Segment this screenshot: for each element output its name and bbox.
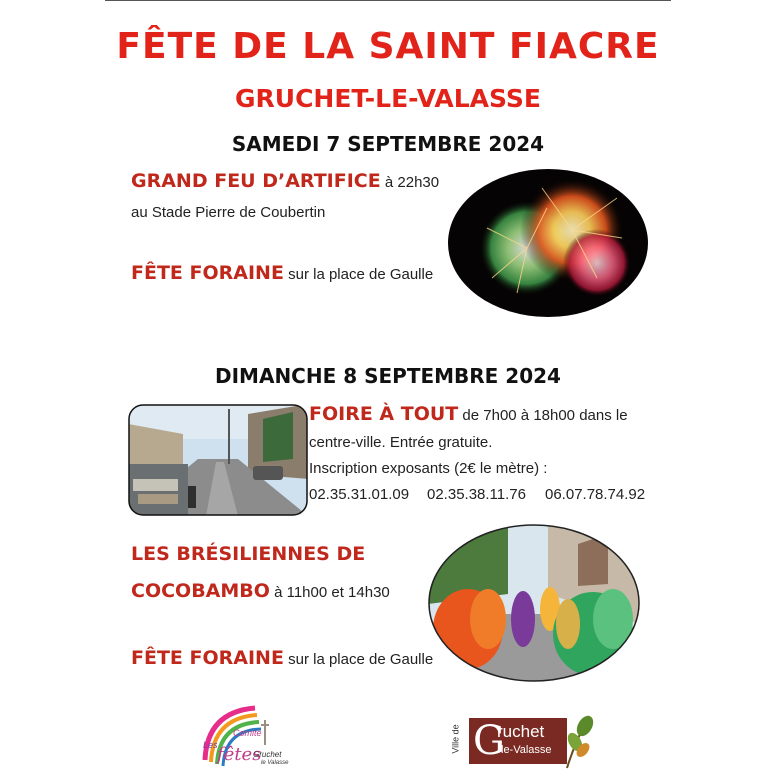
page-title: FÊTE DE LA SAINT FIACRE	[116, 26, 660, 67]
ville-de-label: Ville de	[450, 724, 461, 754]
sunday-fair-title: FÊTE FORAINE	[131, 647, 284, 669]
foire-line	[309, 403, 628, 425]
sunday-date: DIMANCHE 8 SEPTEMBRE 2024	[215, 364, 561, 388]
saturday-fair-title: FÊTE FORAINE	[131, 262, 284, 284]
comite-sub: le Valasse	[261, 760, 289, 766]
sunday-fair-line	[131, 647, 433, 669]
fireworks-line	[131, 170, 439, 192]
top-rule	[105, 0, 671, 1]
foire-time: de 7h00 à 18h00 dans le	[458, 407, 628, 424]
comite-town: Gruchet	[253, 750, 282, 759]
foire-line2: centre-ville. Entrée gratuite.	[309, 434, 493, 451]
saturday-fair-place: sur la place de Gaulle	[283, 266, 434, 283]
ville-logo-ruchet: ruchet	[497, 722, 545, 741]
bresil-time: à 11h00 et 14h30	[269, 584, 390, 601]
foire-line3: Inscription exposants (2€ le mètre) :	[309, 460, 548, 477]
comite-fetes: fêtes	[217, 744, 262, 765]
bresil-title-1	[131, 543, 365, 565]
saturday-date: SAMEDI 7 SEPTEMBRE 2024	[231, 132, 545, 156]
oak-leaf-icon	[561, 712, 595, 770]
saturday-fair-line	[131, 262, 433, 284]
comite-top: Comité	[233, 728, 262, 738]
town-title: GRUCHET-LE-VALASSE	[235, 84, 541, 113]
ville-logo-valasse: le-Valasse	[501, 744, 552, 756]
phone-3: 06.07.78.74.92	[545, 486, 646, 503]
phone-1: 02.35.31.01.09	[309, 486, 410, 503]
flea-market-photo	[128, 404, 308, 516]
ville-logo-g: G	[473, 718, 505, 764]
foire-title: FOIRE À TOUT	[309, 403, 459, 425]
fireworks-time: à 22h30	[380, 174, 440, 191]
dancers-photo	[428, 524, 640, 682]
fireworks-place: au Stade Pierre de Coubertin	[131, 204, 326, 221]
comite-des-fetes-logo	[195, 700, 290, 772]
bresil-title-text-1: LES BRÉSILIENNES DE	[131, 543, 366, 565]
bresil-title-2: COCOBAMBO	[131, 580, 270, 602]
phone-2: 02.35.38.11.76	[427, 486, 526, 503]
bresil-line2	[131, 580, 390, 602]
sunday-fair-place: sur la place de Gaulle	[283, 651, 434, 668]
comite-les: Les	[203, 740, 218, 750]
fireworks-photo	[447, 168, 649, 318]
ville-de-gruchet-logo	[450, 712, 595, 772]
fireworks-title: GRAND FEU D’ARTIFICE	[131, 170, 381, 192]
